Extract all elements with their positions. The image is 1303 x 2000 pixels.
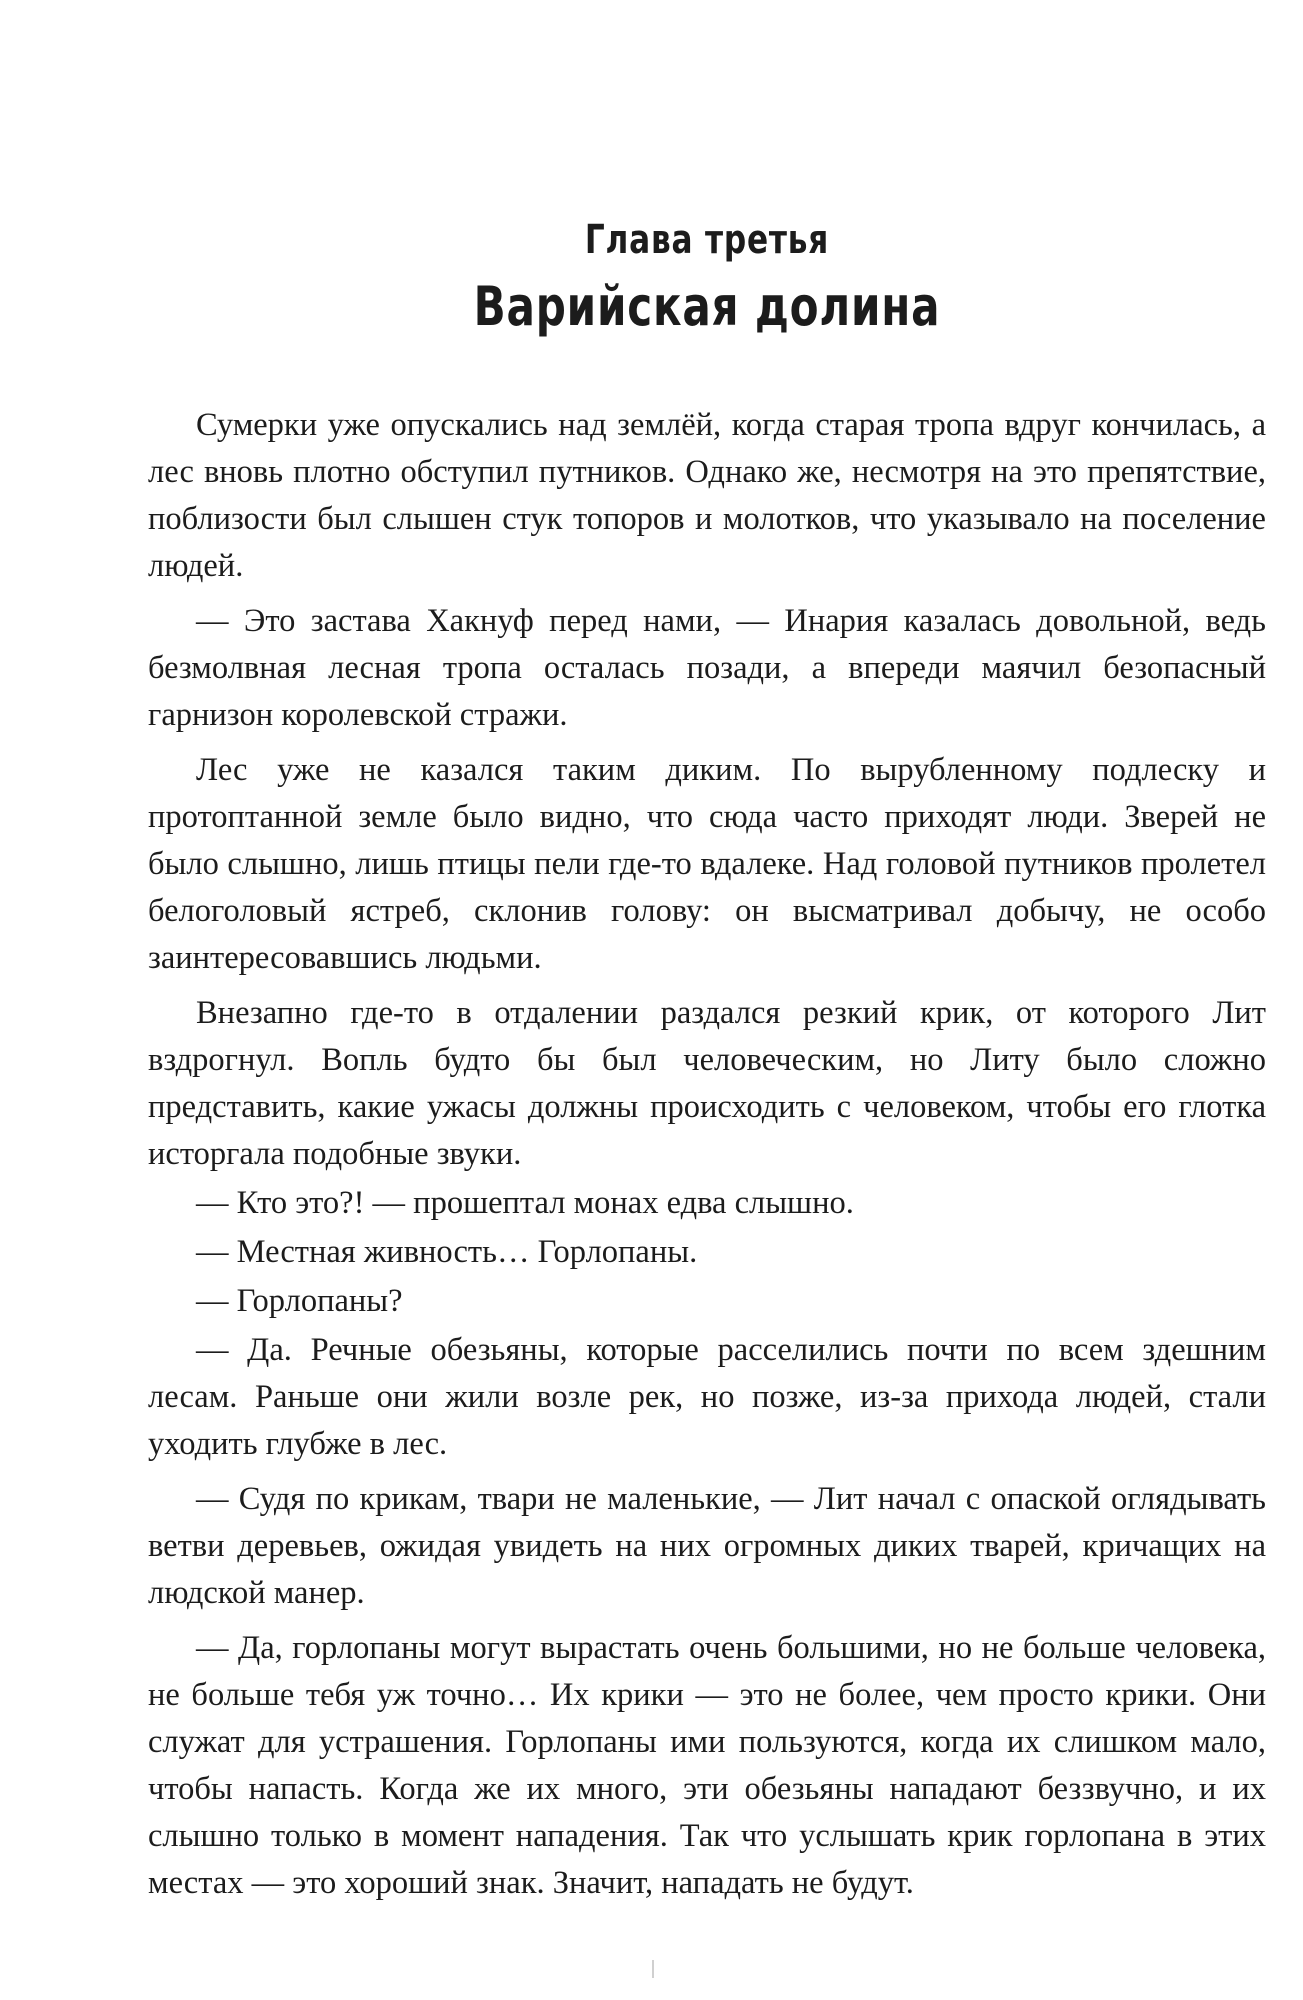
paragraph: — Да, горлопаны могут вырастать очень большими, но не больше человека, не больше тебя уж точно… Их крики — это не более, чем просто крики. Они служат для устрашения. Горлопаны ими пользуются, когда их слишком мало, чтобы напасть. Когда же их много, эти обезьяны нападают беззвучно, и их слышно только в момент нападения. Так что услышать крик горлопана в этих местах — это хороший знак. Значит, нападать не будут.: [148, 1630, 1266, 1901]
paragraph: — Кто это?! — прошептал монах едва слышно.: [196, 1185, 854, 1221]
paragraph: — Это застава Хакнуф перед нами, — Инария казалась довольной, ведь безмолвная лесная тропа осталась позади, а впереди маячил безопасный гарнизон королевской стражи.: [148, 603, 1266, 733]
chapter-label: Глава третья: [584, 217, 830, 263]
book-page: [148, 218, 1266, 1907]
paragraph: — Да. Речные обезьяны, которые расселились почти по всем здешним лесам. Раньше они жили возле рек, но позже, из-за прихода людей, стали уходить глубже в лес.: [148, 1332, 1266, 1462]
paragraph: Лес уже не казался таким диким. По вырубленному подлеску и протоптанной земле было видно, что сюда часто приходят люди. Зверей не было слышно, лишь птицы пели где-то вдалеке. Над головой путников пролетел белоголовый ястреб, склонив голову: он высматривал добычу, не особо заинтересовавшись людьми.: [148, 752, 1266, 976]
paragraph: Сумерки уже опускались над землёй, когда старая тропа вдруг кончилась, а лес вновь плотно обступил путников. Однако же, несмотря на это препятствие, поблизости был слышен стук топоров и молотков, что указывало на поселение людей.: [148, 407, 1266, 584]
paragraph: — Горлопаны?: [196, 1283, 403, 1319]
paragraph: — Судя по крикам, твари не маленькие, — Лит начал с опаской оглядывать ветви деревьев, ожидая увидеть на них огромных диких тварей, кричащих на людской манер.: [148, 1481, 1266, 1611]
paragraph: — Местная живность… Горлопаны.: [196, 1234, 698, 1270]
chapter-title: Варийская долина: [473, 275, 941, 338]
chapter-text: [148, 402, 1266, 1907]
paragraph: Внезапно где-то в отдалении раздался резкий крик, от которого Лит вздрогнул. Вопль будто бы был человеческим, но Литу было сложно представить, какие ужасы должны происходить с человеком, чтобы его глотка исторгала подобные звуки.: [148, 995, 1266, 1172]
chapter-heading: [240, 218, 1174, 338]
scan-mark: [652, 1960, 654, 1978]
